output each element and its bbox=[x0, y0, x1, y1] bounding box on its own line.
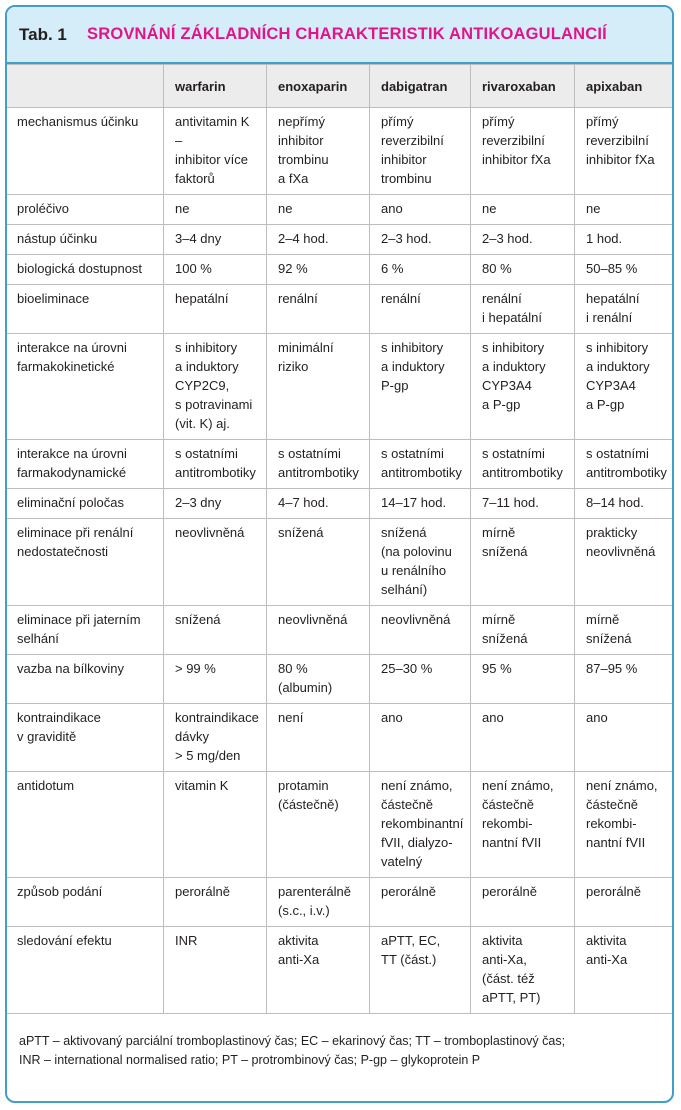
table-cell: hepatální i renální bbox=[575, 285, 675, 334]
column-header-dabigatran: dabigatran bbox=[370, 65, 471, 108]
table-cell: s ostatními antitrombotiky bbox=[471, 440, 575, 489]
table-frame bbox=[5, 5, 674, 1103]
table-cell: 100 % bbox=[164, 255, 267, 285]
table-row bbox=[6, 255, 675, 285]
row-label: eliminační poločas bbox=[6, 489, 164, 519]
table-cell: s inhibitory a induktory P-gp bbox=[370, 334, 471, 440]
table-cell: 92 % bbox=[267, 255, 370, 285]
table-cell: 95 % bbox=[471, 655, 575, 704]
table-cell: vitamin K bbox=[164, 772, 267, 878]
table-cell: renální i hepatální bbox=[471, 285, 575, 334]
table-cell: s inhibitory a induktory CYP2C9, s potravinami (vit. K) aj. bbox=[164, 334, 267, 440]
table-cell: 25–30 % bbox=[370, 655, 471, 704]
table-cell: s ostatními antitrombotiky bbox=[164, 440, 267, 489]
table-cell: INR bbox=[164, 927, 267, 1014]
table-cell: 87–95 % bbox=[575, 655, 675, 704]
table-cell: ne bbox=[575, 195, 675, 225]
table-cell: 1 hod. bbox=[575, 225, 675, 255]
table-cell: mírně snížená bbox=[471, 519, 575, 606]
table-cell: přímý reverzibilní inhibitor trombinu bbox=[370, 108, 471, 195]
table-cell: s inhibitory a induktory CYP3A4 a P-gp bbox=[575, 334, 675, 440]
table-row bbox=[6, 225, 675, 255]
table-cell: s ostatními antitrombotiky bbox=[267, 440, 370, 489]
table-row bbox=[6, 285, 675, 334]
row-label: sledování efektu bbox=[6, 927, 164, 1014]
table-cell: 6 % bbox=[370, 255, 471, 285]
row-label: biologická dostupnost bbox=[6, 255, 164, 285]
row-label: bioeliminace bbox=[6, 285, 164, 334]
table-cell: přímý reverzibilní inhibitor fXa bbox=[575, 108, 675, 195]
table-cell: 80 % (albumin) bbox=[267, 655, 370, 704]
table-cell: snížená bbox=[267, 519, 370, 606]
table-cell: minimální riziko bbox=[267, 334, 370, 440]
column-header-enoxaparin: enoxaparin bbox=[267, 65, 370, 108]
table-row bbox=[6, 108, 675, 195]
title-bar bbox=[7, 7, 672, 64]
column-header-rivaroxaban: rivaroxaban bbox=[471, 65, 575, 108]
table-cell: kontraindikace dávky > 5 mg/den bbox=[164, 704, 267, 772]
footnote-line: INR – international normalised ratio; PT – protrombinový čas; P-gp – glykoprotein P bbox=[19, 1053, 481, 1067]
table-cell: ano bbox=[471, 704, 575, 772]
row-label: interakce na úrovni farmakodynamické bbox=[6, 440, 164, 489]
row-label: vazba na bílkoviny bbox=[6, 655, 164, 704]
row-label: eliminace při jaterním selhání bbox=[6, 606, 164, 655]
table-cell: není známo, částečně rekombi- nantní fVII bbox=[471, 772, 575, 878]
table-cell: s ostatními antitrombotiky bbox=[370, 440, 471, 489]
table-cell: ano bbox=[575, 704, 675, 772]
table-cell: s ostatními antitrombotiky bbox=[575, 440, 675, 489]
table-cell: parenterálně (s.c., i.v.) bbox=[267, 878, 370, 927]
table-cell: aPTT, EC, TT (část.) bbox=[370, 927, 471, 1014]
table-cell: snížená (na polovinu u renálního selhání) bbox=[370, 519, 471, 606]
column-header-empty bbox=[6, 65, 164, 108]
table-body bbox=[6, 108, 675, 1014]
table-cell: neovlivněná bbox=[164, 519, 267, 606]
table-cell: 2–3 hod. bbox=[370, 225, 471, 255]
table-row bbox=[6, 655, 675, 704]
table-cell: nepřímý inhibitor trombinu a fXa bbox=[267, 108, 370, 195]
table-title: SROVNÁNÍ ZÁKLADNÍCH CHARAKTERISTIK ANTIKOAGULANCIÍ bbox=[87, 25, 607, 43]
table-cell: 2–4 hod. bbox=[267, 225, 370, 255]
table-row bbox=[6, 489, 675, 519]
table-row bbox=[6, 878, 675, 927]
row-label: mechanismus účinku bbox=[6, 108, 164, 195]
table-cell: perorálně bbox=[471, 878, 575, 927]
table-cell: 2–3 hod. bbox=[471, 225, 575, 255]
table-cell: není známo, částečně rekombinantní fVII, dialyzo- vatelný bbox=[370, 772, 471, 878]
table-cell: ano bbox=[370, 704, 471, 772]
table-cell: 14–17 hod. bbox=[370, 489, 471, 519]
table-cell: neovlivněná bbox=[370, 606, 471, 655]
table-cell: renální bbox=[267, 285, 370, 334]
table-row bbox=[6, 519, 675, 606]
table-cell: perorálně bbox=[575, 878, 675, 927]
table-cell: neovlivněná bbox=[267, 606, 370, 655]
table-cell: prakticky neovlivněná bbox=[575, 519, 675, 606]
table-cell: mírně snížená bbox=[575, 606, 675, 655]
table-cell: 3–4 dny bbox=[164, 225, 267, 255]
table-cell: 8–14 hod. bbox=[575, 489, 675, 519]
table-cell: aktivita anti-Xa bbox=[267, 927, 370, 1014]
table-cell: antivitamin K – inhibitor více faktorů bbox=[164, 108, 267, 195]
comparison-table bbox=[5, 64, 674, 1014]
table-cell: protamin (částečně) bbox=[267, 772, 370, 878]
row-label: eliminace při renální nedostatečnosti bbox=[6, 519, 164, 606]
table-cell: přímý reverzibilní inhibitor fXa bbox=[471, 108, 575, 195]
row-label: nástup účinku bbox=[6, 225, 164, 255]
table-cell: renální bbox=[370, 285, 471, 334]
table-cell: aktivita anti-Xa bbox=[575, 927, 675, 1014]
table-cell: 4–7 hod. bbox=[267, 489, 370, 519]
table-row bbox=[6, 927, 675, 1014]
row-label: kontraindikace v graviditě bbox=[6, 704, 164, 772]
table-cell: 50–85 % bbox=[575, 255, 675, 285]
footnote bbox=[7, 1013, 672, 1101]
row-label: interakce na úrovni farmakokinetické bbox=[6, 334, 164, 440]
table-cell: ne bbox=[267, 195, 370, 225]
column-header-apixaban: apixaban bbox=[575, 65, 675, 108]
table-header-row bbox=[6, 65, 675, 108]
row-label: způsob podání bbox=[6, 878, 164, 927]
table-row bbox=[6, 606, 675, 655]
table-cell: ne bbox=[164, 195, 267, 225]
table-cell: > 99 % bbox=[164, 655, 267, 704]
table-row bbox=[6, 772, 675, 878]
table-cell: aktivita anti-Xa, (část. též aPTT, PT) bbox=[471, 927, 575, 1014]
table-cell: hepatální bbox=[164, 285, 267, 334]
table-row bbox=[6, 704, 675, 772]
table-cell: 80 % bbox=[471, 255, 575, 285]
table-cell: není známo, částečně rekombi- nantní fVII bbox=[575, 772, 675, 878]
column-header-warfarin: warfarin bbox=[164, 65, 267, 108]
footnote-line: aPTT – aktivovaný parciální tromboplastinový čas; EC – ekarinový čas; TT – tromboplastinový čas; bbox=[19, 1034, 566, 1048]
table-row bbox=[6, 440, 675, 489]
table-cell: s inhibitory a induktory CYP3A4 a P-gp bbox=[471, 334, 575, 440]
table-cell: perorálně bbox=[370, 878, 471, 927]
row-label: proléčivo bbox=[6, 195, 164, 225]
table-cell: ano bbox=[370, 195, 471, 225]
table-cell: perorálně bbox=[164, 878, 267, 927]
table-cell: není bbox=[267, 704, 370, 772]
table-cell: 2–3 dny bbox=[164, 489, 267, 519]
table-row bbox=[6, 334, 675, 440]
table-cell: snížená bbox=[164, 606, 267, 655]
table-number: Tab. 1 bbox=[19, 24, 67, 44]
table-cell: 7–11 hod. bbox=[471, 489, 575, 519]
row-label: antidotum bbox=[6, 772, 164, 878]
table-row bbox=[6, 195, 675, 225]
table-cell: mírně snížená bbox=[471, 606, 575, 655]
table-cell: ne bbox=[471, 195, 575, 225]
